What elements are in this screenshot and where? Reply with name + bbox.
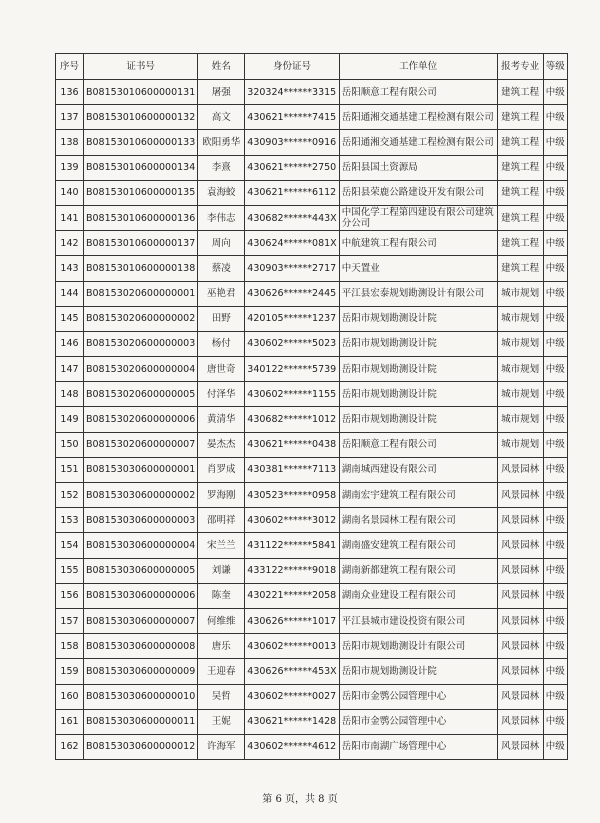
cell-major: 城市规划 <box>497 281 543 306</box>
cell-work-unit: 岳阳市金鹗公园管理中心 <box>339 684 497 709</box>
table-row <box>56 256 568 281</box>
cell-id-number: 340122******5739 <box>245 357 339 382</box>
cell-id-number: 430621******0438 <box>245 432 339 457</box>
table-row <box>56 533 568 558</box>
cell-id-number: 430626******2445 <box>245 281 339 306</box>
cell-id-number: 430903******2717 <box>245 256 339 281</box>
cell-certificate: B08153020600000005 <box>84 382 198 407</box>
table-row <box>56 684 568 709</box>
cell-major: 城市规划 <box>497 357 543 382</box>
cell-id-number: 430523******0958 <box>245 483 339 508</box>
cell-major: 城市规划 <box>497 382 543 407</box>
table-row <box>56 457 568 482</box>
cell-level: 中级 <box>543 432 567 457</box>
cell-certificate: B08153010600000134 <box>84 155 198 180</box>
cell-certificate: B08153020600000004 <box>84 357 198 382</box>
cell-level: 中级 <box>543 684 567 709</box>
cell-major: 建筑工程 <box>497 80 543 105</box>
cell-level: 中级 <box>543 357 567 382</box>
cell-id-number: 430621******7415 <box>245 105 339 130</box>
cell-index: 136 <box>56 80 84 105</box>
cell-work-unit: 平江县城市建设投资有限公司 <box>339 608 497 633</box>
header-index: 序号 <box>56 54 84 80</box>
cell-work-unit: 中航建筑工程有限公司 <box>339 231 497 256</box>
cell-index: 151 <box>56 457 84 482</box>
cell-certificate: B08153030600000005 <box>84 558 198 583</box>
cell-id-number: 430626******453X <box>245 659 339 684</box>
cell-certificate: B08153020600000001 <box>84 281 198 306</box>
cell-level: 中级 <box>543 80 567 105</box>
table-row <box>56 80 568 105</box>
cell-index: 147 <box>56 357 84 382</box>
cell-index: 158 <box>56 634 84 659</box>
table-row <box>56 432 568 457</box>
cell-name: 许海军 <box>198 734 245 759</box>
cell-level: 中级 <box>543 382 567 407</box>
cell-certificate: B08153010600000133 <box>84 130 198 155</box>
cell-work-unit: 岳阳市规划勘测设计有限公司 <box>339 634 497 659</box>
cell-certificate: B08153020600000007 <box>84 432 198 457</box>
cell-major: 风景园林 <box>497 508 543 533</box>
table-row <box>56 634 568 659</box>
cell-id-number: 430221******2058 <box>245 583 339 608</box>
header-major: 报考专业 <box>497 54 543 80</box>
cell-level: 中级 <box>543 306 567 331</box>
cell-certificate: B08153010600000132 <box>84 105 198 130</box>
cell-name: 罗海刚 <box>198 483 245 508</box>
cell-id-number: 433122******9018 <box>245 558 339 583</box>
cell-name: 唐乐 <box>198 634 245 659</box>
cell-index: 144 <box>56 281 84 306</box>
cell-level: 中级 <box>543 508 567 533</box>
cell-level: 中级 <box>543 734 567 759</box>
table-row <box>56 558 568 583</box>
cell-certificate: B08153010600000131 <box>84 80 198 105</box>
cell-index: 153 <box>56 508 84 533</box>
header-level: 等级 <box>543 54 567 80</box>
header-id-number: 身份证号 <box>245 54 339 80</box>
page-number: 第 6 页，共 8 页 <box>262 794 338 805</box>
cell-work-unit: 岳阳市规划勘测设计院 <box>339 407 497 432</box>
cell-certificate: B08153010600000135 <box>84 180 198 205</box>
cell-major: 建筑工程 <box>497 130 543 155</box>
cell-index: 138 <box>56 130 84 155</box>
cell-major: 城市规划 <box>497 432 543 457</box>
cell-name: 袁海蛟 <box>198 180 245 205</box>
cell-major: 风景园林 <box>497 734 543 759</box>
cell-major: 城市规划 <box>497 331 543 356</box>
personnel-table-container <box>55 53 568 760</box>
cell-index: 154 <box>56 533 84 558</box>
cell-name: 李熹 <box>198 155 245 180</box>
cell-name: 唐世奇 <box>198 357 245 382</box>
cell-work-unit: 岳阳市规划勘测设计院 <box>339 306 497 331</box>
cell-major: 建筑工程 <box>497 205 543 230</box>
cell-certificate: B08153030600000003 <box>84 508 198 533</box>
cell-major: 风景园林 <box>497 709 543 734</box>
cell-major: 风景园林 <box>497 583 543 608</box>
cell-name: 宋兰兰 <box>198 533 245 558</box>
cell-major: 风景园林 <box>497 634 543 659</box>
cell-level: 中级 <box>543 281 567 306</box>
cell-work-unit: 中国化学工程第四建设有限公司建筑分公司 <box>339 205 497 230</box>
cell-certificate: B08153030600000006 <box>84 583 198 608</box>
cell-name: 杨付 <box>198 331 245 356</box>
cell-index: 139 <box>56 155 84 180</box>
cell-index: 159 <box>56 659 84 684</box>
cell-certificate: B08153010600000136 <box>84 205 198 230</box>
cell-level: 中级 <box>543 256 567 281</box>
cell-level: 中级 <box>543 709 567 734</box>
cell-name: 肖罗成 <box>198 457 245 482</box>
cell-name: 屠强 <box>198 80 245 105</box>
table-row <box>56 331 568 356</box>
cell-major: 城市规划 <box>497 306 543 331</box>
cell-id-number: 430602******1155 <box>245 382 339 407</box>
cell-index: 137 <box>56 105 84 130</box>
cell-major: 风景园林 <box>497 533 543 558</box>
cell-name: 王迎春 <box>198 659 245 684</box>
cell-work-unit: 岳阳顺意工程有限公司 <box>339 432 497 457</box>
cell-id-number: 431122******5841 <box>245 533 339 558</box>
table-row <box>56 734 568 759</box>
cell-level: 中级 <box>543 483 567 508</box>
cell-id-number: 430682******1012 <box>245 407 339 432</box>
cell-certificate: B08153030600000010 <box>84 684 198 709</box>
cell-certificate: B08153020600000003 <box>84 331 198 356</box>
table-header-row <box>56 54 568 80</box>
cell-major: 风景园林 <box>497 684 543 709</box>
cell-level: 中级 <box>543 608 567 633</box>
cell-work-unit: 湖南众业建设工程有限公司 <box>339 583 497 608</box>
cell-level: 中级 <box>543 457 567 482</box>
cell-index: 156 <box>56 583 84 608</box>
cell-id-number: 430602******0027 <box>245 684 339 709</box>
cell-name: 晏杰杰 <box>198 432 245 457</box>
cell-major: 风景园林 <box>497 608 543 633</box>
cell-id-number: 430682******443X <box>245 205 339 230</box>
cell-index: 145 <box>56 306 84 331</box>
cell-work-unit: 平江县宏泰规划勘测设计有限公司 <box>339 281 497 306</box>
cell-level: 中级 <box>543 558 567 583</box>
cell-id-number: 430624******081X <box>245 231 339 256</box>
cell-id-number: 430621******6112 <box>245 180 339 205</box>
cell-id-number: 430602******5023 <box>245 331 339 356</box>
cell-name: 李伟志 <box>198 205 245 230</box>
cell-id-number: 430621******1428 <box>245 709 339 734</box>
cell-index: 160 <box>56 684 84 709</box>
cell-work-unit: 岳阳市规划勘测设计院 <box>339 659 497 684</box>
cell-index: 155 <box>56 558 84 583</box>
cell-index: 142 <box>56 231 84 256</box>
cell-certificate: B08153010600000138 <box>84 256 198 281</box>
cell-level: 中级 <box>543 205 567 230</box>
cell-work-unit: 岳阳顺意工程有限公司 <box>339 80 497 105</box>
cell-index: 143 <box>56 256 84 281</box>
cell-major: 建筑工程 <box>497 180 543 205</box>
cell-work-unit: 中天置业 <box>339 256 497 281</box>
table-body <box>56 80 568 760</box>
cell-index: 152 <box>56 483 84 508</box>
cell-major: 建筑工程 <box>497 105 543 130</box>
cell-major: 风景园林 <box>497 483 543 508</box>
cell-level: 中级 <box>543 634 567 659</box>
cell-name: 蔡凌 <box>198 256 245 281</box>
cell-work-unit: 湖南宏宇建筑工程有限公司 <box>339 483 497 508</box>
cell-id-number: 430602******3012 <box>245 508 339 533</box>
cell-work-unit: 岳阳市南湖广场管理中心 <box>339 734 497 759</box>
cell-work-unit: 岳阳市规划勘测设计院 <box>339 357 497 382</box>
table-row <box>56 407 568 432</box>
cell-name: 陈奎 <box>198 583 245 608</box>
cell-work-unit: 湖南城西建设有限公司 <box>339 457 497 482</box>
cell-id-number: 320324******3315 <box>245 80 339 105</box>
table-row <box>56 608 568 633</box>
personnel-table <box>55 53 568 760</box>
cell-certificate: B08153030600000012 <box>84 734 198 759</box>
cell-work-unit: 湖南新都建筑工程有限公司 <box>339 558 497 583</box>
table-row <box>56 231 568 256</box>
cell-certificate: B08153020600000002 <box>84 306 198 331</box>
cell-level: 中级 <box>543 155 567 180</box>
cell-name: 刘谦 <box>198 558 245 583</box>
cell-id-number: 420105******1237 <box>245 306 339 331</box>
cell-level: 中级 <box>543 583 567 608</box>
cell-level: 中级 <box>543 659 567 684</box>
table-row <box>56 382 568 407</box>
cell-index: 162 <box>56 734 84 759</box>
cell-name: 田野 <box>198 306 245 331</box>
cell-name: 王妮 <box>198 709 245 734</box>
table-row <box>56 583 568 608</box>
table-row <box>56 357 568 382</box>
cell-major: 风景园林 <box>497 558 543 583</box>
cell-id-number: 430602******4612 <box>245 734 339 759</box>
table-row <box>56 281 568 306</box>
cell-certificate: B08153010600000137 <box>84 231 198 256</box>
cell-name: 巫艳君 <box>198 281 245 306</box>
cell-index: 148 <box>56 382 84 407</box>
cell-id-number: 430602******0013 <box>245 634 339 659</box>
cell-major: 建筑工程 <box>497 155 543 180</box>
cell-certificate: B08153030600000007 <box>84 608 198 633</box>
cell-major: 风景园林 <box>497 457 543 482</box>
cell-name: 邵明祥 <box>198 508 245 533</box>
cell-work-unit: 岳阳通湘交通基建工程检测有限公司 <box>339 105 497 130</box>
cell-work-unit: 岳阳通湘交通基建工程检测有限公司 <box>339 130 497 155</box>
cell-index: 149 <box>56 407 84 432</box>
cell-id-number: 430903******0916 <box>245 130 339 155</box>
cell-name: 何维维 <box>198 608 245 633</box>
table-row <box>56 508 568 533</box>
cell-certificate: B08153020600000006 <box>84 407 198 432</box>
cell-index: 157 <box>56 608 84 633</box>
table-row <box>56 205 568 230</box>
cell-work-unit: 岳阳县荣鹿公路建设开发有限公司 <box>339 180 497 205</box>
header-work-unit: 工作单位 <box>339 54 497 80</box>
cell-certificate: B08153030600000001 <box>84 457 198 482</box>
cell-name: 周向 <box>198 231 245 256</box>
table-row <box>56 709 568 734</box>
cell-index: 146 <box>56 331 84 356</box>
cell-level: 中级 <box>543 231 567 256</box>
cell-certificate: B08153030600000011 <box>84 709 198 734</box>
cell-name: 欧阳勇华 <box>198 130 245 155</box>
cell-level: 中级 <box>543 105 567 130</box>
cell-id-number: 430626******1017 <box>245 608 339 633</box>
cell-major: 城市规划 <box>497 407 543 432</box>
cell-certificate: B08153030600000009 <box>84 659 198 684</box>
cell-certificate: B08153030600000002 <box>84 483 198 508</box>
cell-level: 中级 <box>543 407 567 432</box>
cell-id-number: 430621******2750 <box>245 155 339 180</box>
cell-name: 吴哲 <box>198 684 245 709</box>
cell-level: 中级 <box>543 331 567 356</box>
table-row <box>56 130 568 155</box>
cell-name: 高文 <box>198 105 245 130</box>
cell-index: 141 <box>56 205 84 230</box>
cell-major: 建筑工程 <box>497 256 543 281</box>
table-row <box>56 105 568 130</box>
cell-index: 161 <box>56 709 84 734</box>
table-row <box>56 483 568 508</box>
cell-index: 150 <box>56 432 84 457</box>
cell-level: 中级 <box>543 130 567 155</box>
cell-work-unit: 岳阳市金鹗公园管理中心 <box>339 709 497 734</box>
cell-level: 中级 <box>543 180 567 205</box>
cell-index: 140 <box>56 180 84 205</box>
cell-major: 建筑工程 <box>497 231 543 256</box>
cell-major: 风景园林 <box>497 659 543 684</box>
cell-work-unit: 岳阳市规划勘测设计院 <box>339 331 497 356</box>
table-row <box>56 155 568 180</box>
header-certificate: 证书号 <box>84 54 198 80</box>
cell-work-unit: 岳阳市规划勘测设计院 <box>339 382 497 407</box>
table-row <box>56 659 568 684</box>
cell-name: 黄清华 <box>198 407 245 432</box>
cell-certificate: B08153030600000004 <box>84 533 198 558</box>
cell-work-unit: 岳阳县国土资源局 <box>339 155 497 180</box>
table-row <box>56 180 568 205</box>
cell-work-unit: 湖南盛安建筑工程有限公司 <box>339 533 497 558</box>
cell-certificate: B08153030600000008 <box>84 634 198 659</box>
cell-id-number: 430381******7113 <box>245 457 339 482</box>
cell-level: 中级 <box>543 533 567 558</box>
table-row <box>56 306 568 331</box>
cell-name: 付泽华 <box>198 382 245 407</box>
cell-work-unit: 湖南名景园林工程有限公司 <box>339 508 497 533</box>
header-name: 姓名 <box>198 54 245 80</box>
